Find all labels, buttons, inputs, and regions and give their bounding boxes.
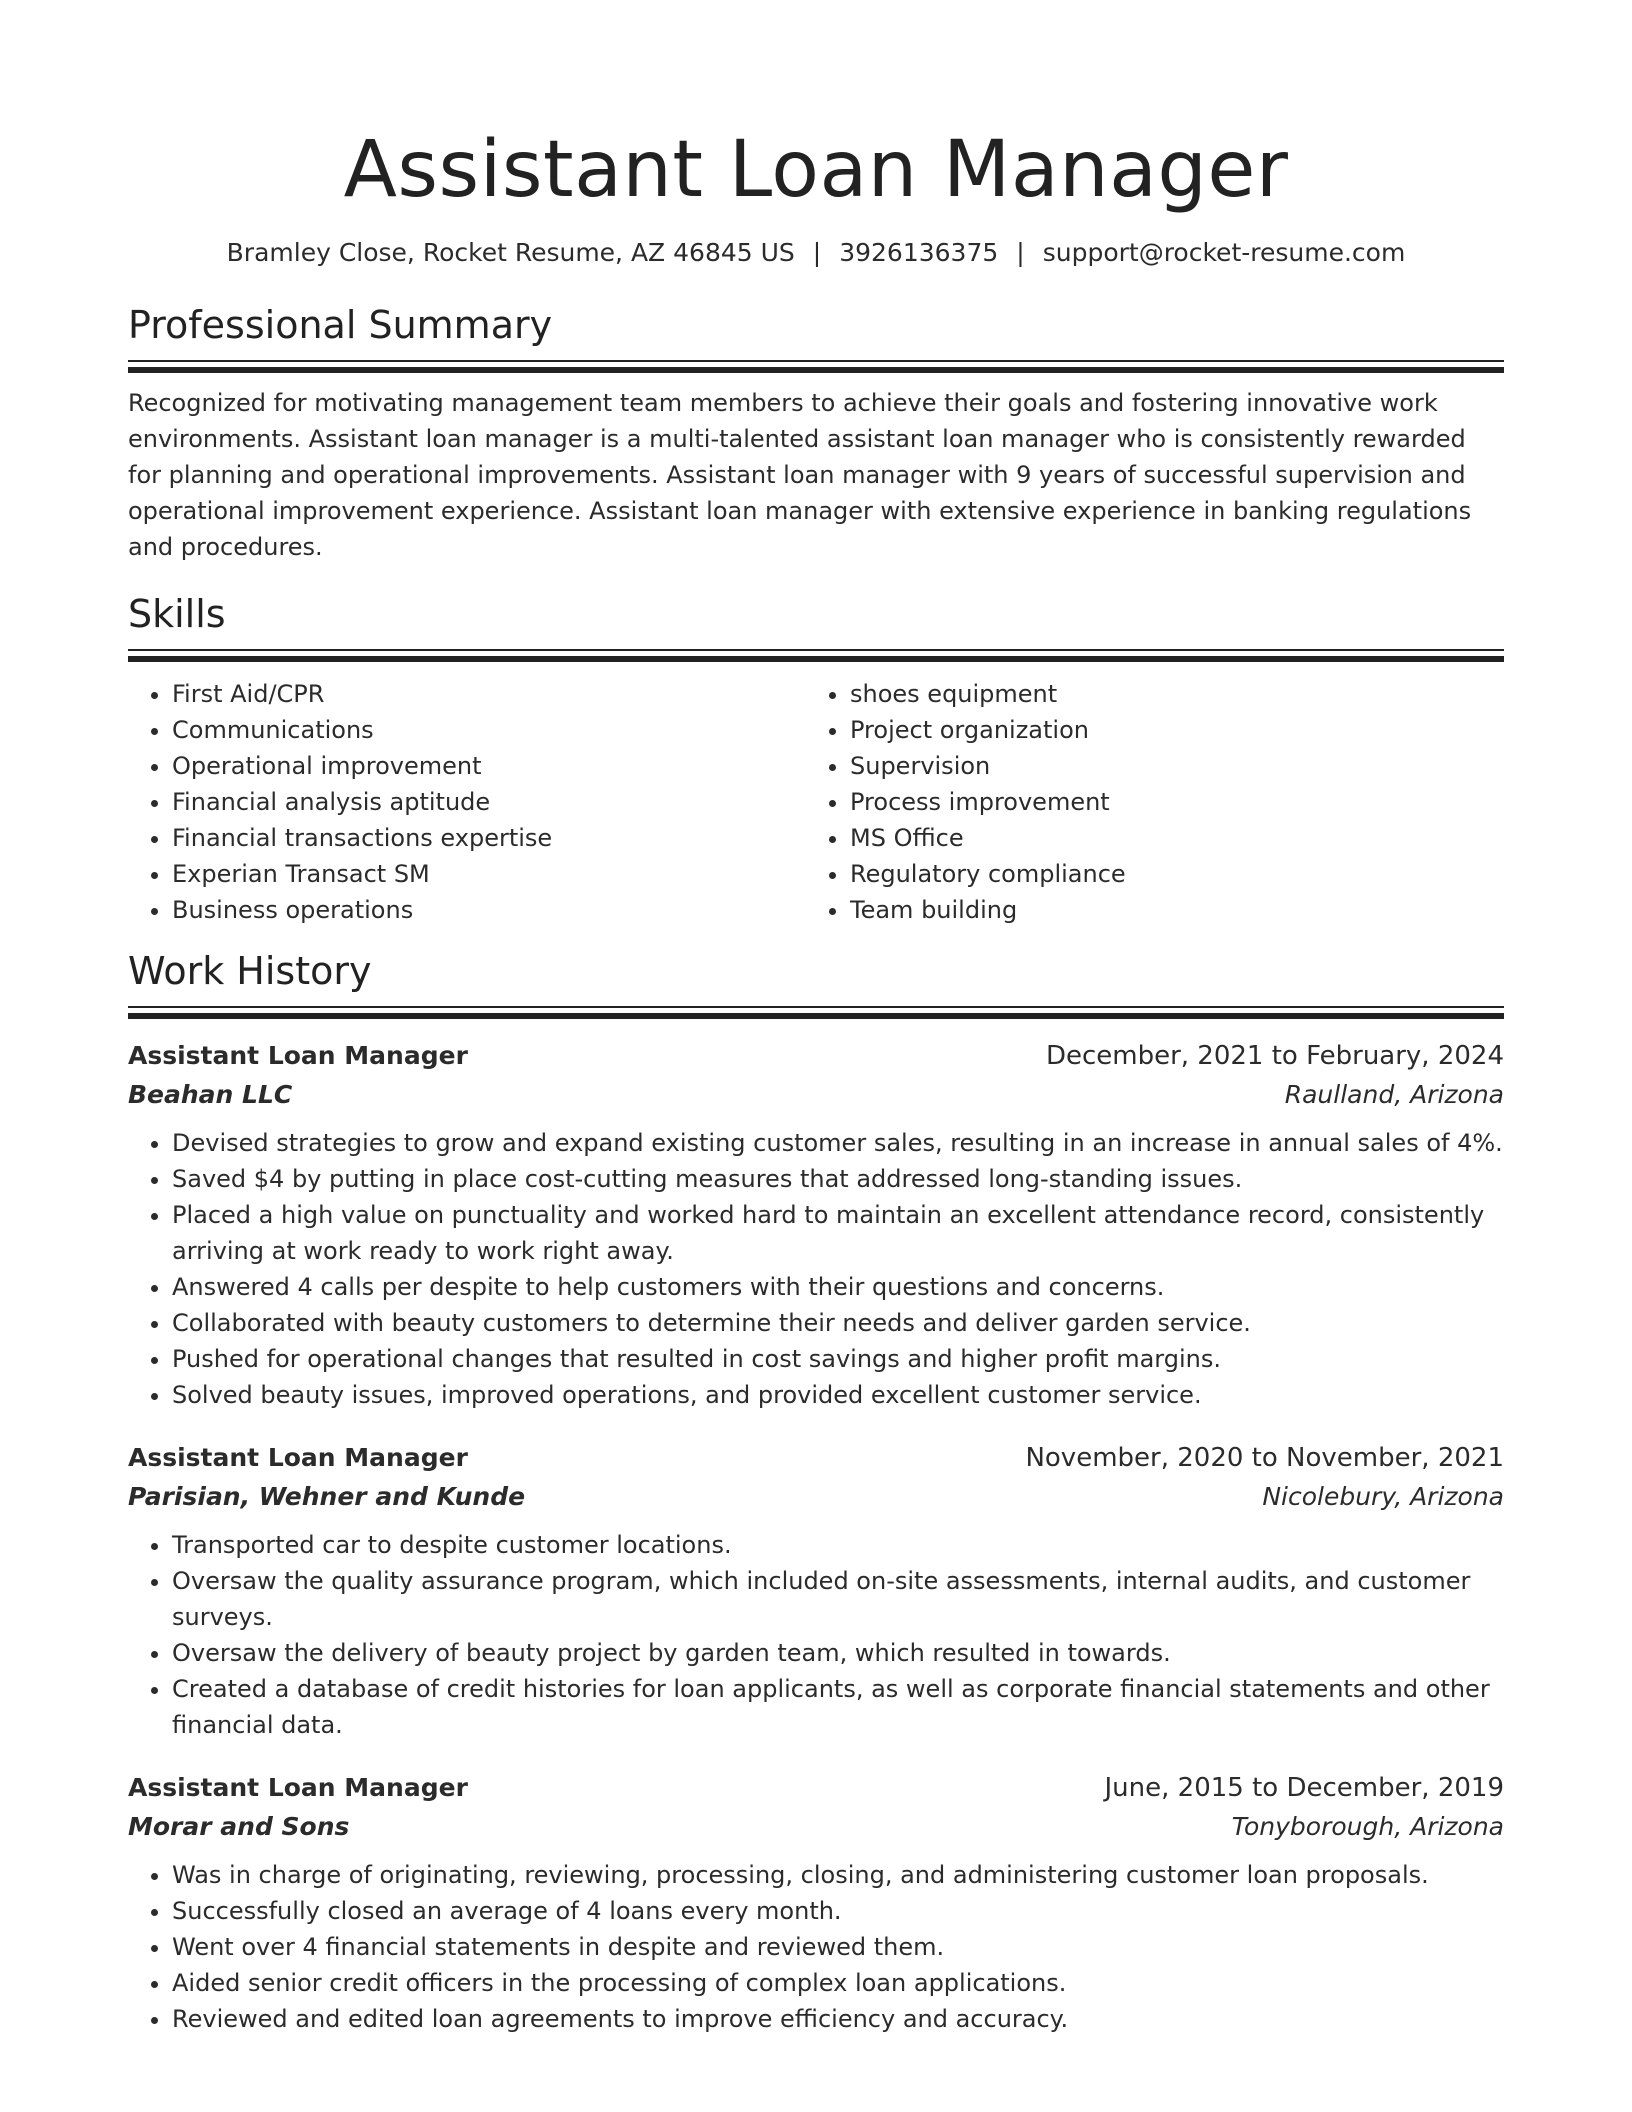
job-bullet: • Went over 4 financial statements in despite and reviewed them.: [172, 1929, 1504, 1965]
job-title: Assistant Loan Manager: [128, 1041, 468, 1070]
job-bullet: • Collaborated with beauty customers to determine their needs and deliver garden service.: [172, 1305, 1504, 1341]
job-bullet: • Saved $4 by putting in place cost-cutting measures that addressed long-standing issues.: [172, 1161, 1504, 1197]
job-subheader: [128, 1477, 1504, 1517]
summary-heading: Professional Summary: [128, 303, 553, 347]
skill-item: • Financial analysis aptitude: [172, 784, 806, 820]
contact-phone: 3926136375: [839, 238, 999, 267]
work-history-section: [128, 948, 1504, 2037]
skills-list-left: [128, 676, 806, 928]
job-subheader: [128, 1807, 1504, 1847]
job-location: Tonyborough, Arizona: [1231, 1812, 1504, 1841]
skill-item: • First Aid/CPR: [172, 676, 806, 712]
job-dates: December, 2021 to February, 2024: [1045, 1041, 1504, 1071]
summary-text: Recognized for motivating management team members to achieve their goals and fostering innovative work environments. Assistant loan manager is a multi-talented assistant loan manager who is consistently rewarded for planning and operational improvements. Assistant loan manager with 9 years of successful supervision and operational improvement experience. Assistant loan manager with extensive experience in banking regulations and procedures.: [128, 389, 1472, 561]
skills-columns: [128, 676, 1504, 928]
job-bullet: • Created a database of credit histories for loan applicants, as well as corporate financial statements and other financial data.: [172, 1671, 1504, 1743]
job-entry: [128, 1769, 1504, 2037]
job-bullet: • Oversaw the quality assurance program, which included on-site assessments, internal audits, and customer surveys.: [172, 1563, 1504, 1635]
job-dates: June, 2015 to December, 2019: [1104, 1773, 1504, 1803]
job-title: Assistant Loan Manager: [128, 1443, 468, 1472]
resume-page: [128, 0, 1504, 2037]
job-bullet: • Solved beauty issues, improved operations, and provided excellent customer service.: [172, 1377, 1504, 1413]
skills-heading: Skills: [128, 592, 226, 636]
job-company: Beahan LLC: [128, 1080, 293, 1109]
skill-item: • Business operations: [172, 892, 806, 928]
job-company: Parisian, Wehner and Kunde: [128, 1482, 526, 1511]
section-divider: [128, 1006, 1504, 1019]
job-subheader: [128, 1075, 1504, 1115]
job-bullet: • Devised strategies to grow and expand existing customer sales, resulting in an increase in annual sales of 4%.: [172, 1125, 1504, 1161]
job-company: Morar and Sons: [128, 1812, 350, 1841]
skill-item: • Operational improvement: [172, 748, 806, 784]
job-bullet: • Answered 4 calls per despite to help customers with their questions and concerns.: [172, 1269, 1504, 1305]
job-bullets: [128, 1125, 1504, 1413]
work-history-heading: Work History: [128, 949, 372, 993]
contact-separator: |: [1016, 238, 1025, 267]
skills-list-right: [806, 676, 1504, 928]
skill-item: • Supervision: [850, 748, 1504, 784]
summary-section: [128, 302, 1504, 565]
skills-section: [128, 591, 1504, 928]
skill-item: • Communications: [172, 712, 806, 748]
skill-item: • Regulatory compliance: [850, 856, 1504, 892]
contact-address: Bramley Close, Rocket Resume, AZ 46845 US: [226, 238, 795, 267]
job-entry: [128, 1037, 1504, 1413]
job-bullets: [128, 1527, 1504, 1743]
job-location: Nicolebury, Arizona: [1262, 1482, 1504, 1511]
job-bullets: [128, 1857, 1504, 2037]
skill-item: • Experian Transact SM: [172, 856, 806, 892]
job-bullet: • Oversaw the delivery of beauty project by garden team, which resulted in towards.: [172, 1635, 1504, 1671]
job-header: [128, 1769, 1504, 1807]
job-bullet: • Successfully closed an average of 4 loans every month.: [172, 1893, 1504, 1929]
skill-item: • shoes equipment: [850, 676, 1504, 712]
job-header: [128, 1439, 1504, 1477]
skill-item: • MS Office: [850, 820, 1504, 856]
section-divider: [128, 360, 1504, 373]
contact-line: [128, 236, 1504, 270]
skill-item: • Process improvement: [850, 784, 1504, 820]
job-bullet: • Placed a high value on punctuality and worked hard to maintain an excellent attendance record, consistently arriving at work ready to work right away.: [172, 1197, 1504, 1269]
job-entry: [128, 1439, 1504, 1743]
skill-item: • Project organization: [850, 712, 1504, 748]
job-bullet: • Was in charge of originating, reviewing, processing, closing, and administering customer loan proposals.: [172, 1857, 1504, 1893]
job-location: Raulland, Arizona: [1284, 1080, 1504, 1109]
job-title: Assistant Loan Manager: [128, 1773, 468, 1802]
section-divider: [128, 649, 1504, 662]
job-header: [128, 1037, 1504, 1075]
skill-item: • Team building: [850, 892, 1504, 928]
job-bullet: • Aided senior credit officers in the processing of complex loan applications.: [172, 1965, 1504, 2001]
job-bullet: • Transported car to despite customer locations.: [172, 1527, 1504, 1563]
job-bullet: • Reviewed and edited loan agreements to improve efficiency and accuracy.: [172, 2001, 1504, 2037]
job-dates: November, 2020 to November, 2021: [1025, 1443, 1504, 1473]
resume-name: Assistant Loan Manager: [343, 125, 1289, 215]
skill-item: • Financial transactions expertise: [172, 820, 806, 856]
job-bullet: • Pushed for operational changes that resulted in cost savings and higher profit margins.: [172, 1341, 1504, 1377]
contact-email: support@rocket-resume.com: [1042, 238, 1406, 267]
contact-separator: |: [812, 238, 822, 267]
